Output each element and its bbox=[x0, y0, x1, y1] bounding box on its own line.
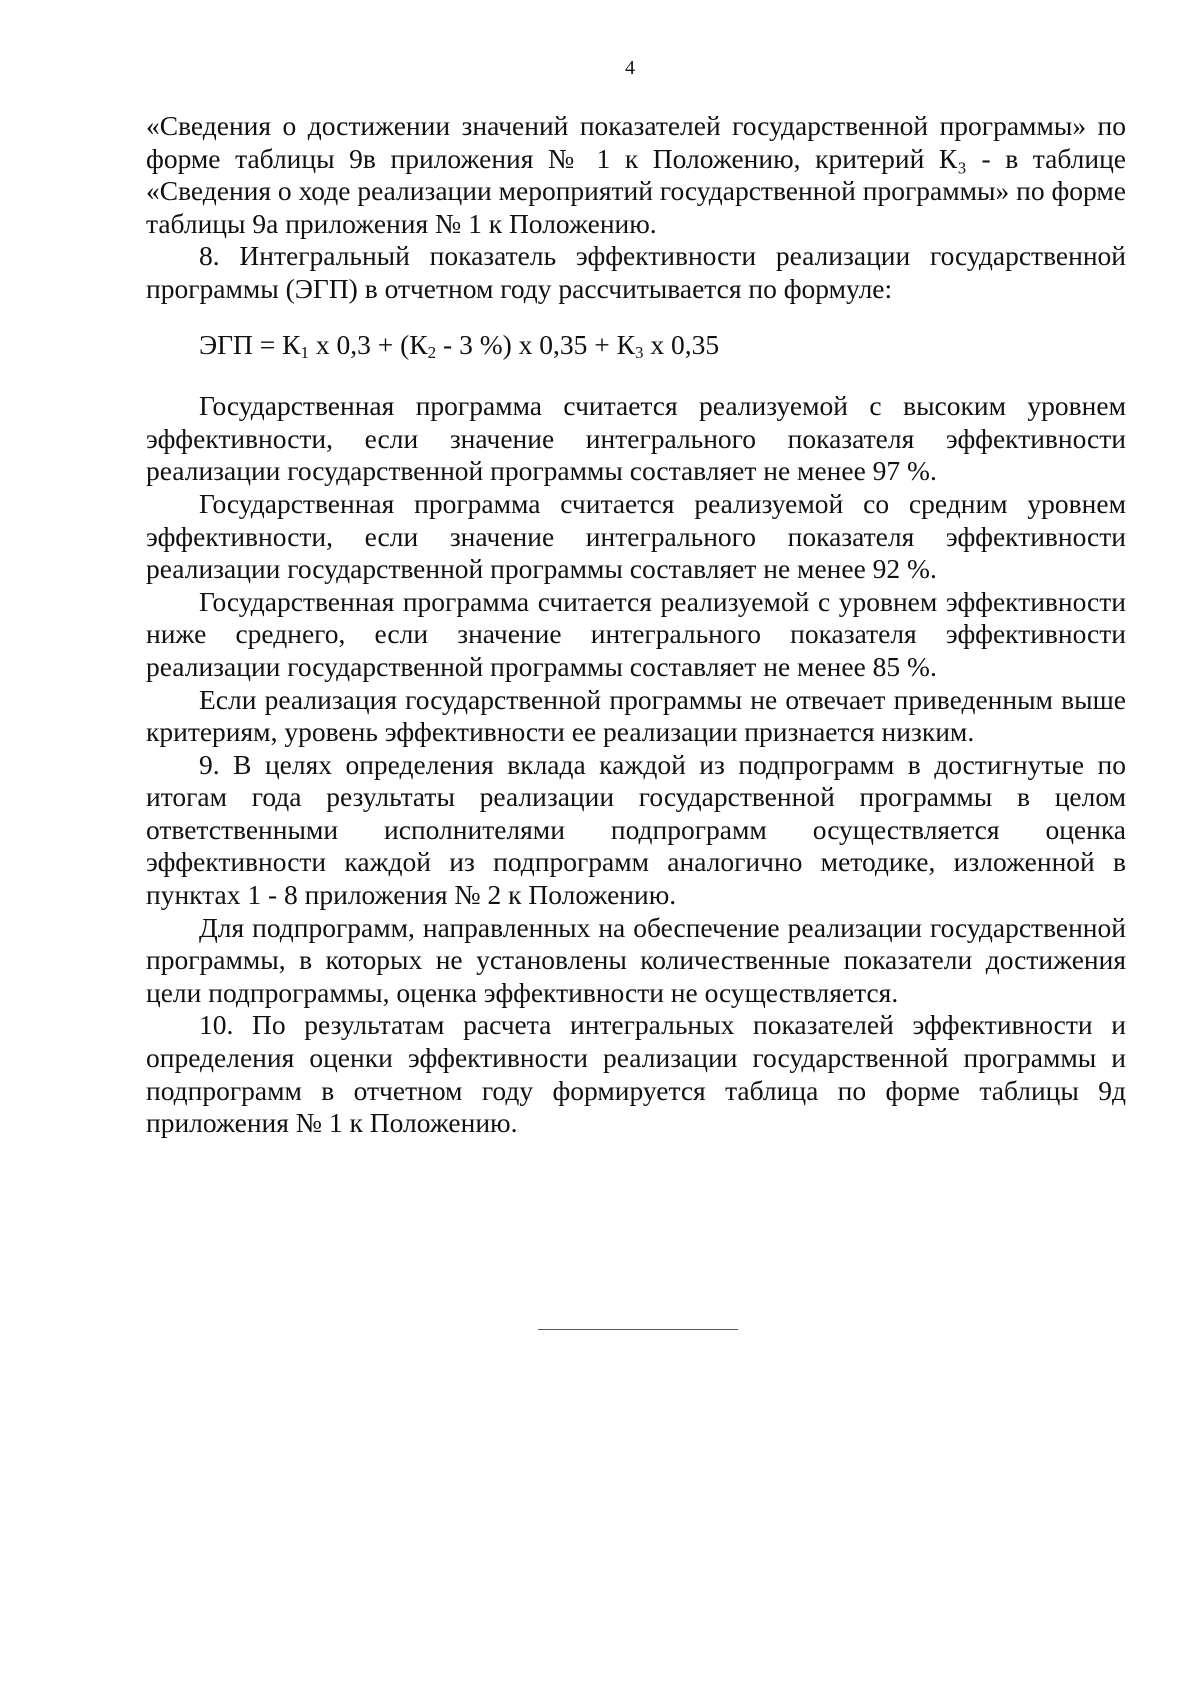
formula-subscript-1: 1 bbox=[300, 342, 310, 362]
formula-egp bbox=[199, 329, 1126, 362]
formula-lhs: ЭГП = К bbox=[199, 328, 301, 360]
paragraph-medium-efficiency: Государственная программа считается реализуемой со средним уровнем эффективности, если значение интегрального показателя эффективности реализации государственной программы составляет не менее 92 %. bbox=[146, 487, 1126, 585]
formula-subscript-3: 3 bbox=[634, 342, 644, 362]
paragraph-criteria-continuation: «Сведения о достижении значений показателей государственной программы» по форме таблицы 9в приложения № 1 к Положению, критерий К₃ - в таблице «Сведения о ходе реализации мероприятий государственной программы» по форме таблицы 9а приложения № 1 к Положению. bbox=[146, 110, 1126, 239]
page-number: 4 bbox=[625, 57, 635, 79]
paragraph-low-efficiency: Если реализация государственной программы не отвечает приведенным выше критериям, уровень эффективности ее реализации признается низким. bbox=[146, 683, 1126, 748]
formula-part-4: х 0,35 bbox=[643, 328, 720, 360]
paragraph-high-efficiency: Государственная программа считается реализуемой с высоким уровнем эффективности, если значение интегрального показателя эффективности реализации государственной программы составляет не менее 97 %. bbox=[146, 390, 1126, 487]
paragraph-item-8: 8. Интегральный показатель эффективности реализации государственной программы (ЭГП) в отчетном году рассчитывается по формуле: bbox=[146, 240, 1126, 304]
end-divider-line bbox=[538, 1329, 738, 1330]
document-body bbox=[146, 110, 1126, 1140]
paragraph-item-9: 9. В целях определения вклада каждой из подпрограмм в достигнутые по итогам года результаты реализации государственной программы в целом ответственными исполнителями подпрограмм осуществляется оценка эффективности каждой из подпрограмм аналогично методике, изложенной в пунктах 1 - 8 приложения № 2 к Положению. bbox=[146, 748, 1126, 911]
paragraph-below-medium-efficiency: Государственная программа считается реализуемой с уровнем эффективности ниже среднего, если значение интегрального показателя эффективности реализации государственной программы составляет не менее 85 %. bbox=[146, 585, 1126, 682]
formula-subscript-2: 2 bbox=[427, 342, 437, 362]
paragraph-item-10: 10. По результатам расчета интегральных показателей эффективности и определения оценки эффективности реализации государственной программы и подпрограмм в отчетном году формируется таблица по форме таблицы 9д приложения № 1 к Положению. bbox=[146, 1009, 1126, 1139]
formula-part-2: х 0,3 + (К bbox=[309, 328, 428, 360]
paragraph-subprograms-note: Для подпрограмм, направленных на обеспечение реализации государственной программы, в которых не установлены количественные показатели достижения цели подпрограммы, оценка эффективности не осуществляется. bbox=[146, 911, 1126, 1008]
formula-part-3: - 3 %) х 0,35 + К bbox=[436, 328, 635, 360]
